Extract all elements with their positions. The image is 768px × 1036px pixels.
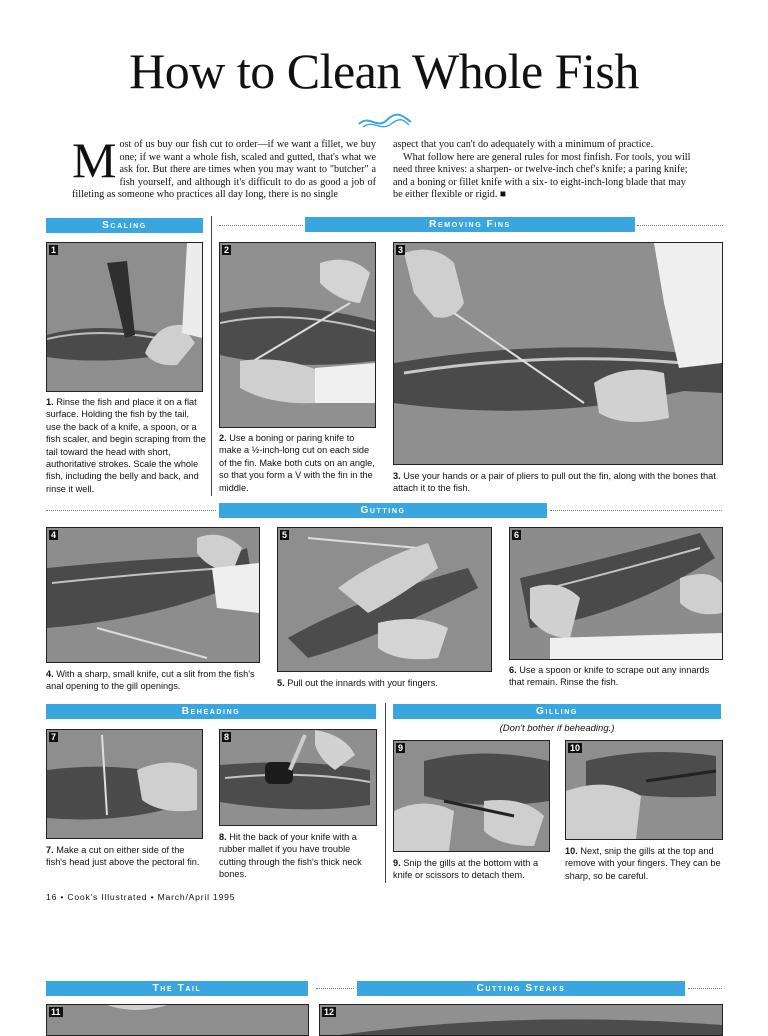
section-removing-fins-header: Removing Fins xyxy=(305,217,635,232)
step-4-text: With a sharp, small knife, cut a slit from the fish's anal opening to the gill openings. xyxy=(46,669,255,692)
step-3-caption xyxy=(393,470,723,495)
divider xyxy=(46,510,216,511)
step-number: 9 xyxy=(398,743,404,753)
step-3-text: Use your hands or a pair of pliers to pull out the fin, along with the bones that attach it to the fish. xyxy=(393,471,716,494)
step-2-text: Use a boning or paring knife to make a ½-inch-long cut on each side of the fin. Make both cuts on an angle, so that you form a V with the fin in the middle. xyxy=(219,433,375,493)
divider xyxy=(316,988,354,989)
step-10-photo xyxy=(565,740,723,840)
step-5-caption xyxy=(277,677,492,689)
step-6-photo xyxy=(509,527,723,660)
step-8-photo xyxy=(219,729,377,826)
step-number: 8 xyxy=(224,732,230,742)
section-beheading-header: Beheading xyxy=(46,704,376,719)
step-1-text: Rinse the fish and place it on a flat surface. Holding the fish by the tail, use the back of a knife, a spoon, or a fish scaler, and begin scraping from the tail toward the head with short, authoritative strokes. Scale the whole fish, including the belly and back, and rinse it well. xyxy=(46,397,206,494)
column-rule xyxy=(211,216,212,496)
intro-column-2 xyxy=(393,139,697,202)
step-number: 6 xyxy=(514,530,520,540)
step-8-label: 8. xyxy=(219,832,227,842)
section-tail-header: The Tail xyxy=(46,981,308,996)
page-footer: 16 • Cook's Illustrated • March/April 1995 xyxy=(46,892,236,902)
step-9-label: 9. xyxy=(393,858,401,868)
step-7-text: Make a cut on either side of the fish's head just above the pectoral fin. xyxy=(46,845,200,868)
step-6-text: Use a spoon or knife to scrape out any innards that remain. Rinse the fish. xyxy=(509,665,710,688)
step-10-label: 10. xyxy=(565,846,578,856)
step-7-label: 7. xyxy=(46,845,54,855)
divider xyxy=(688,988,722,989)
step-9-photo xyxy=(393,740,550,852)
step-4-photo xyxy=(46,527,260,663)
intro-column-1 xyxy=(72,132,376,202)
drop-cap: M xyxy=(72,132,117,188)
step-4-caption xyxy=(46,668,261,693)
intro-text-3: What follow here are general rules for most finfish. For tools, you will need three knives: a sharpen- or twelve-inch chef's knife; a paring knife; and a boning or fillet knife with a six- to eight-inch-long blade that may be either flexible or rigid. ■ xyxy=(393,151,691,201)
section-gilling-header: Gilling xyxy=(393,704,721,719)
step-number: 3 xyxy=(398,245,404,255)
step-9-text: Snip the gills at the bottom with a knife or scissors to detach them. xyxy=(393,858,539,881)
step-1-photo xyxy=(46,242,203,392)
section-steaks-header: Cutting Steaks xyxy=(357,981,685,996)
step-6-caption xyxy=(509,664,723,689)
step-number: 4 xyxy=(51,530,57,540)
step-5-text: Pull out the innards with your fingers. xyxy=(284,678,438,688)
divider xyxy=(637,225,723,226)
step-number: 10 xyxy=(570,743,581,753)
step-10-caption xyxy=(565,845,725,882)
gilling-note: (Don't bother if beheading.) xyxy=(499,723,615,734)
step-3-photo xyxy=(393,242,723,465)
step-5-label: 5. xyxy=(277,678,285,688)
page-title: How to Clean Whole Fish xyxy=(129,43,639,99)
step-number: 7 xyxy=(51,732,57,742)
step-12-photo xyxy=(319,1004,723,1036)
intro-text-2: aspect that you can't do adequately with a minimum of practice. xyxy=(393,139,654,150)
step-7-photo xyxy=(46,729,203,839)
section-gutting-header: Gutting xyxy=(219,503,547,518)
step-8-caption xyxy=(219,831,379,881)
section-scaling-header: Scaling xyxy=(46,218,203,233)
step-3-label: 3. xyxy=(393,471,401,481)
step-number: 5 xyxy=(282,530,288,540)
step-1-caption xyxy=(46,396,206,495)
intro-text-1: ost of us buy our fish cut to order—if we want a fillet, we buy one; if we want a whole fish, scaled and gutted, that's what we ask for. But there are times when you may want to "butcher" a fish yourself, and although it's difficult to do as good a job of filleting as someone who practices all day long, there is no single xyxy=(72,139,376,201)
step-4-label: 4. xyxy=(46,669,54,679)
step-number: 12 xyxy=(324,1007,335,1017)
column-rule xyxy=(385,703,386,883)
step-9-caption xyxy=(393,857,553,882)
step-1-label: 1. xyxy=(46,397,54,407)
step-5-photo xyxy=(277,527,492,672)
step-2-label: 2. xyxy=(219,433,227,443)
step-6-label: 6. xyxy=(509,665,517,675)
step-number: 11 xyxy=(51,1007,61,1017)
step-2-caption xyxy=(219,432,377,494)
step-number: 1 xyxy=(51,245,57,255)
divider xyxy=(550,510,722,511)
step-7-caption xyxy=(46,844,206,869)
step-11-photo xyxy=(46,1004,309,1036)
step-10-text: Next, snip the gills at the top and remove with your fingers. They can be sharp, so be careful. xyxy=(565,846,721,881)
wave-ornament-icon xyxy=(355,112,415,132)
step-2-photo xyxy=(219,242,376,428)
step-8-text: Hit the back of your knife with a rubber mallet if you have trouble cutting through the fish's thick neck bones. xyxy=(219,832,362,880)
divider xyxy=(219,225,303,226)
step-number: 2 xyxy=(224,245,230,255)
